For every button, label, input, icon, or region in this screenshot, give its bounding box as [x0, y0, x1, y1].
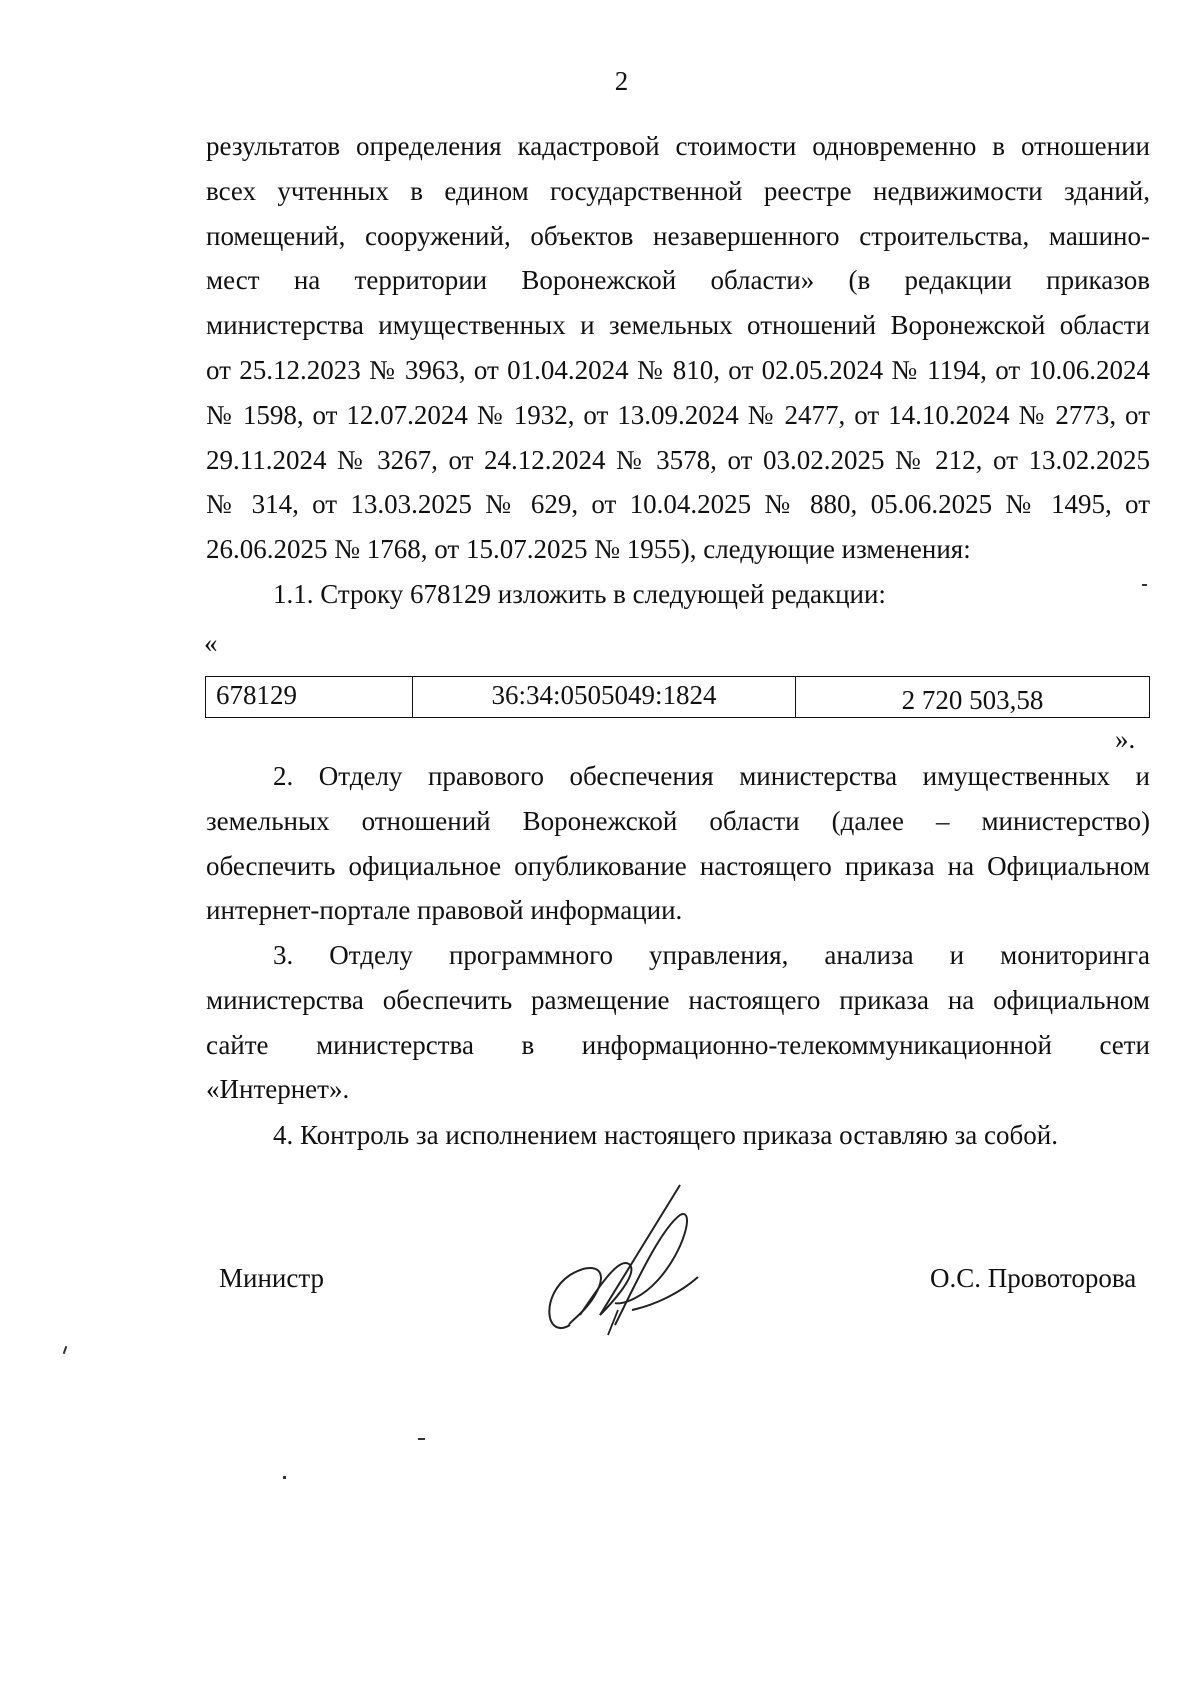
p1-line: 29.11.2024 № 3267, от 24.12.2024 № 3578, от 03.02.2025 № 212, от 13.02.2025: [206, 444, 1150, 475]
signatory-title: Министр: [219, 1263, 324, 1293]
signatory-name: О.С. Провоторова: [930, 1263, 1137, 1293]
item-1-1: 1.1. Строку 678129 изложить в следующей редакции:: [273, 579, 886, 609]
paragraph-2: [206, 754, 1150, 933]
p2-line: обеспечить официальное опубликование настоящего приказа на Официальном: [206, 850, 1150, 881]
table-row: [206, 677, 1150, 718]
p1-line: министерства имущественных и земельных отношений Воронежской области: [206, 310, 1150, 341]
quote-open: «: [204, 628, 218, 658]
p1-line: 26.06.2025 № 1768, от 15.07.2025 № 1955), следующие изменения:: [206, 534, 971, 565]
p1-line: от 25.12.2023 № 3963, от 01.04.2024 № 810, от 02.05.2024 № 1194, от 10.06.2024: [206, 354, 1150, 385]
replacement-row-table: [205, 676, 1150, 718]
paragraph-3: [206, 933, 1150, 1112]
paragraph-4: 4. Контроль за исполнением настоящего приказа оставляю за собой.: [273, 1120, 1058, 1150]
p1-line: № 314, от 13.03.2025 № 629, от 10.04.2025 № 880, 05.06.2025 № 1495, от: [206, 489, 1150, 520]
scan-speck: [63, 1346, 68, 1354]
page-number: 2: [614, 66, 629, 96]
p3-line: «Интернет».: [206, 1074, 350, 1105]
scan-speck: [418, 1438, 425, 1440]
p1-line: № 1598, от 12.07.2024 № 1932, от 13.09.2024 № 2477, от 14.10.2024 № 2773, от: [206, 399, 1150, 430]
scan-speck: [1142, 584, 1147, 586]
p2-line: интернет-портале правовой информации.: [206, 895, 683, 926]
p1-line: результатов определения кадастровой стоимости одновременно в отношении: [206, 131, 1150, 161]
paragraph-1: [206, 124, 1150, 572]
p3-line: сайте министерства в информационно-телекоммуникационной сети: [206, 1029, 1150, 1060]
cadastral-number-cell: 36:34:0505049:1824: [413, 677, 796, 718]
p1-line: мест на территории Воронежской области» (в редакции приказов: [206, 265, 1150, 296]
p3-line: 3. Отделу программного управления, анализа и мониторинга: [273, 940, 1150, 970]
scan-speck: [283, 1476, 286, 1479]
quote-close: ».: [1115, 724, 1136, 754]
row-number-cell: 678129: [206, 677, 413, 718]
handwritten-signature-icon: [540, 1175, 700, 1355]
p1-line: помещений, сооружений, объектов незавершенного строительства, машино-: [206, 220, 1150, 251]
p3-line: министерства обеспечить размещение настоящего приказа на официальном: [206, 984, 1150, 1015]
cadastral-value-cell: 2 720 503,58: [796, 677, 1150, 718]
p2-line: земельных отношений Воронежской области (далее – министерство): [206, 805, 1150, 836]
p2-line: 2. Отделу правового обеспечения министерства имущественных и: [273, 761, 1150, 791]
p1-line: всех учтенных в едином государственной реестре недвижимости зданий,: [206, 175, 1150, 206]
